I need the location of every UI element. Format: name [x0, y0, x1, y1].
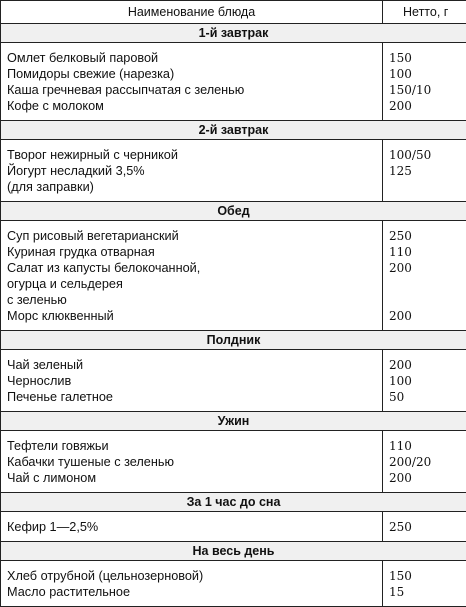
table-header-row — [1, 1, 466, 24]
weight-spacer — [383, 179, 466, 195]
section-items-row — [1, 221, 466, 331]
dish-weight: 150/10 — [383, 82, 466, 98]
dish-weight: 250 — [383, 228, 466, 244]
dish-name: Каша гречневая рассыпчатая с зеленью — [1, 82, 382, 98]
dish-name-cell — [1, 512, 383, 542]
section-title: На весь день — [1, 542, 466, 561]
weight-spacer — [383, 276, 466, 292]
section-title: 1-й завтрак — [1, 24, 466, 43]
net-weight-cell — [383, 431, 466, 493]
section-items-row — [1, 512, 466, 542]
section-header-row — [1, 493, 466, 512]
dish-weight: 110 — [383, 244, 466, 260]
dish-weight: 100/50 — [383, 147, 466, 163]
dish-name: Тефтели говяжьи — [1, 438, 382, 454]
dish-weight: 200 — [383, 470, 466, 486]
section-items-row — [1, 561, 466, 607]
section-title: 2-й завтрак — [1, 121, 466, 140]
dish-name: Печенье галетное — [1, 389, 382, 405]
dish-name-cell — [1, 350, 383, 412]
dish-name: Чай зеленый — [1, 357, 382, 373]
net-weight-cell — [383, 221, 466, 331]
dish-weight: 125 — [383, 163, 466, 179]
weight-spacer — [383, 292, 466, 308]
section-title: Ужин — [1, 412, 466, 431]
dish-name: Суп рисовый вегетарианский — [1, 228, 382, 244]
dish-weight: 200/20 — [383, 454, 466, 470]
dish-name: Творог нежирный с черникой — [1, 147, 382, 163]
dish-name: Чай с лимоном — [1, 470, 382, 486]
dish-name: Хлеб отрубной (цельнозерновой) — [1, 568, 382, 584]
net-weight-cell — [383, 561, 466, 607]
table-body — [1, 24, 466, 607]
section-header-row — [1, 542, 466, 561]
dish-name: Йогурт несладкий 3,5% — [1, 163, 382, 179]
dish-name: Кефир 1—2,5% — [1, 519, 382, 535]
section-header-row — [1, 202, 466, 221]
dish-name: Кабачки тушеные с зеленью — [1, 454, 382, 470]
dish-weight: 100 — [383, 66, 466, 82]
section-items-row — [1, 350, 466, 412]
section-items-row — [1, 431, 466, 493]
dish-name: Салат из капусты белокочанной, — [1, 260, 382, 276]
dish-name: Кофе с молоком — [1, 98, 382, 114]
dish-name: Масло растительное — [1, 584, 382, 600]
dish-name: Омлет белковый паровой — [1, 50, 382, 66]
dish-name-cell — [1, 221, 383, 331]
header-net-weight: Нетто, г — [383, 1, 466, 24]
dish-name-cell — [1, 140, 383, 202]
dish-weight: 150 — [383, 50, 466, 66]
dish-name-cell — [1, 561, 383, 607]
dish-name-cell — [1, 43, 383, 121]
dish-name: (для заправки) — [1, 179, 382, 195]
dish-weight: 15 — [383, 584, 466, 600]
section-items-row — [1, 140, 466, 202]
dish-name: Помидоры свежие (нарезка) — [1, 66, 382, 82]
dish-name: Куриная грудка отварная — [1, 244, 382, 260]
section-header-row — [1, 331, 466, 350]
net-weight-cell — [383, 43, 466, 121]
net-weight-cell — [383, 140, 466, 202]
section-header-row — [1, 412, 466, 431]
header-dish-name: Наименование блюда — [1, 1, 383, 24]
dish-weight: 50 — [383, 389, 466, 405]
dish-name: с зеленью — [1, 292, 382, 308]
section-title: За 1 час до сна — [1, 493, 466, 512]
dish-weight: 200 — [383, 357, 466, 373]
section-items-row — [1, 43, 466, 121]
section-title: Обед — [1, 202, 466, 221]
dish-weight: 150 — [383, 568, 466, 584]
dish-name-cell — [1, 431, 383, 493]
dish-weight: 110 — [383, 438, 466, 454]
dish-weight: 200 — [383, 308, 466, 324]
dish-name: Чернослив — [1, 373, 382, 389]
section-title: Полдник — [1, 331, 466, 350]
dish-weight: 100 — [383, 373, 466, 389]
dish-weight: 200 — [383, 260, 466, 276]
section-header-row — [1, 24, 466, 43]
dish-weight: 250 — [383, 519, 466, 535]
dish-name: Морс клюквенный — [1, 308, 382, 324]
net-weight-cell — [383, 350, 466, 412]
dish-name: огурца и сельдерея — [1, 276, 382, 292]
section-header-row — [1, 121, 466, 140]
net-weight-cell — [383, 512, 466, 542]
dish-weight: 200 — [383, 98, 466, 114]
